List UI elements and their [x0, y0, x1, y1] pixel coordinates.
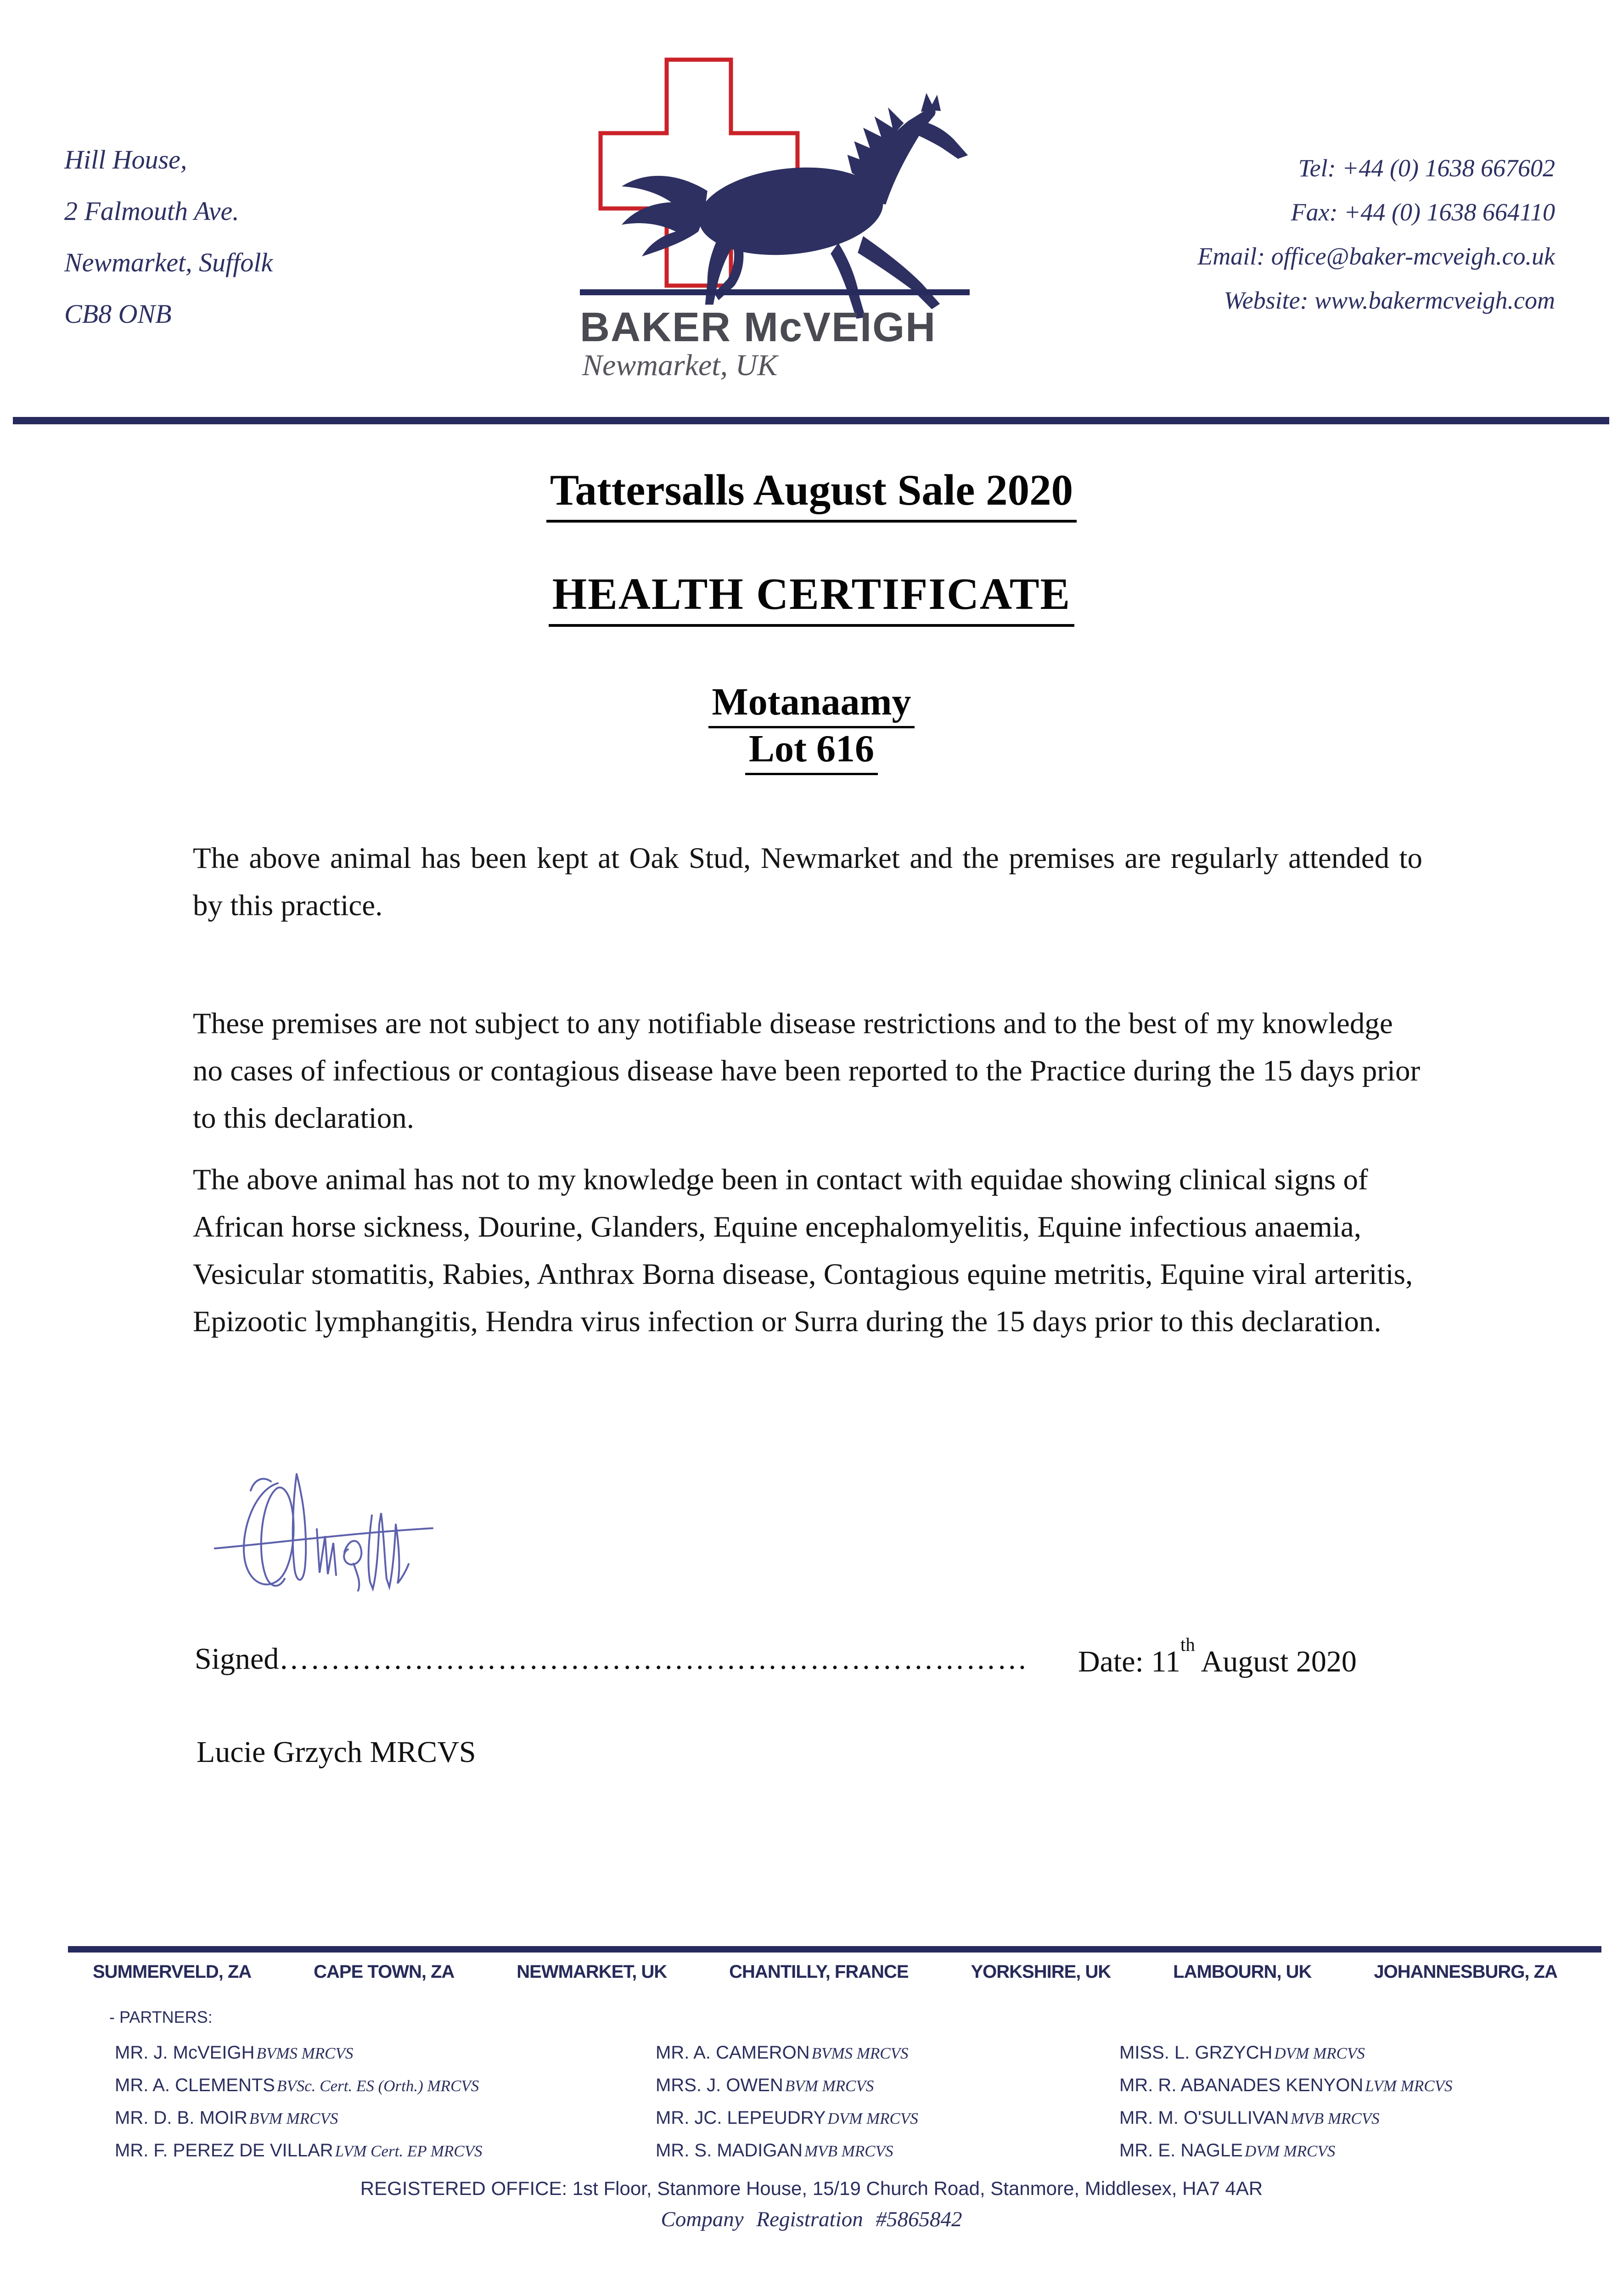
registered-office: REGISTERED OFFICE: 1st Floor, Stanmore House, 15/19 Church Road, Stanmore, Middlesex, HA7 4AR [360, 2178, 1263, 2199]
practice-contact-info [1197, 146, 1555, 322]
partner-entry [115, 2140, 482, 2173]
partners-column-middle [656, 2043, 918, 2173]
partner-entry [1119, 2108, 1452, 2140]
partner-name: MR. S. MADIGAN [656, 2140, 803, 2161]
partners-heading: - PARTNERS: [109, 2008, 213, 2026]
partner-qualifications: BVMS MRCVS [811, 2044, 909, 2062]
signed-label: Signed [195, 1642, 279, 1676]
certificate-title: HEALTH CERTIFICATE [549, 568, 1075, 627]
lot-number-row [0, 726, 1623, 775]
location-item: LAMBOURN, UK [1173, 1962, 1312, 1982]
partner-name: MR. M. O'SULLIVAN [1119, 2108, 1289, 2128]
location-item: YORKSHIRE, UK [971, 1962, 1111, 1982]
paragraph-contact-declaration: The above animal has not to my knowledge been in contact with equidae showing clinical signs of African horse sickness, Dourine, Glanders, Equine encephalomyelitis, Equine infectious anaemia, Vesicular stomatitis, Rabies, Anthrax Borna disease, Contagious equine metritis, Equine viral arteritis, Epizootic lymphangitis, Hendra virus infection or Surra during the 15 days prior to this declaration. [193, 1163, 1413, 1338]
partner-name: MR. D. B. MOIR [115, 2108, 247, 2128]
vet-name: Lucie Grzych MRCVS [197, 1735, 476, 1769]
footer-divider [68, 1946, 1601, 1953]
partner-qualifications: LVM MRCVS [1365, 2077, 1453, 2095]
logo-wordmark: BAKER McVEIGH [580, 304, 937, 350]
sale-title-row [0, 465, 1623, 523]
location-item: NEWMARKET, UK [517, 1962, 667, 1982]
website-line: Website: www.bakermcveigh.com [1224, 287, 1555, 314]
signature-scribble [207, 1460, 441, 1600]
partner-qualifications: DVM MRCVS [1274, 2044, 1365, 2062]
company-registration: Company Registration #5865842 [661, 2207, 962, 2231]
partner-entry [1119, 2075, 1452, 2108]
location-item: JOHANNESBURG, ZA [1374, 1962, 1557, 1982]
location-item: CHANTILLY, FRANCE [729, 1962, 909, 1982]
partner-name: MR. A. CAMERON [656, 2043, 810, 2063]
date-line [1078, 1634, 1357, 1679]
partner-qualifications: BVSc. Cert. ES (Orth.) MRCVS [276, 2077, 479, 2095]
logo-divider [580, 289, 970, 295]
practice-address [64, 134, 273, 340]
address-line: Newmarket, Suffolk [64, 248, 273, 277]
partner-qualifications: MVB MRCVS [804, 2142, 893, 2160]
partner-entry [656, 2043, 918, 2075]
partner-name: MR. JC. LEPEUDRY [656, 2108, 826, 2128]
partner-qualifications: DVM MRCVS [827, 2110, 918, 2127]
partner-entry [656, 2075, 918, 2108]
date-ordinal-suffix: th [1180, 1634, 1195, 1655]
address-line: CB8 ONB [64, 299, 172, 329]
sale-title: Tattersalls August Sale 2020 [546, 465, 1077, 523]
partner-qualifications: LVM Cert. EP MRCVS [335, 2142, 483, 2160]
date-value: August 2020 [1195, 1645, 1357, 1678]
location-item: SUMMERVELD, ZA [93, 1962, 252, 1982]
partners-column-left [115, 2043, 482, 2173]
partner-qualifications: MVB MRCVS [1291, 2110, 1380, 2127]
partner-name: MISS. L. GRZYCH [1119, 2043, 1273, 2063]
partner-name: MRS. J. OWEN [656, 2075, 783, 2095]
partner-entry [656, 2108, 918, 2140]
horse-name-row [0, 680, 1623, 728]
partner-qualifications: DVM MRCVS [1244, 2142, 1336, 2160]
email-line: Email: office@baker-mcveigh.co.uk [1197, 242, 1555, 270]
partner-qualifications: BVM MRCVS [785, 2077, 874, 2095]
phone-line: Tel: +44 (0) 1638 667602 [1298, 154, 1555, 182]
horse-name: Motanaamy [708, 680, 915, 728]
partner-name: MR. R. ABANADES KENYON [1119, 2075, 1364, 2095]
partner-name: MR. J. McVEIGH [115, 2043, 255, 2063]
paragraph-disease-restrictions: These premises are not subject to any notifiable disease restrictions and to the best of my knowledge no cases of infectious or contagious disease have been reported to the Practice during the 15 days prior to this declaration. [193, 1007, 1421, 1135]
partner-entry [656, 2140, 918, 2173]
signature-dotted-line: ……………………………………………………………… [279, 1642, 1028, 1676]
address-line: Hill House, [64, 145, 187, 174]
paragraph-premises: The above animal has been kept at Oak Stud, Newmarket and the premises are regularly attended to by this practice. [193, 842, 1422, 922]
header-divider [13, 417, 1609, 424]
partner-entry [1119, 2140, 1452, 2173]
partner-name: MR. F. PEREZ DE VILLAR [115, 2140, 333, 2161]
location-item: CAPE TOWN, ZA [314, 1962, 455, 1982]
partner-name: MR. E. NAGLE [1119, 2140, 1243, 2161]
office-locations [93, 1962, 1557, 1982]
partner-entry [115, 2108, 482, 2140]
partner-name: MR. A. CLEMENTS [115, 2075, 275, 2095]
partner-entry [1119, 2043, 1452, 2075]
partner-qualifications: BVM MRCVS [249, 2110, 338, 2127]
partner-entry [115, 2075, 482, 2108]
date-label: Date: 11 [1078, 1645, 1180, 1678]
partner-entry [115, 2043, 482, 2075]
partners-column-right [1119, 2043, 1452, 2173]
certificate-title-row [0, 568, 1623, 627]
partner-qualifications: BVMS MRCVS [256, 2044, 354, 2062]
fax-line: Fax: +44 (0) 1638 664110 [1291, 198, 1555, 226]
lot-number: Lot 616 [745, 726, 878, 775]
logo-tagline: Newmarket, UK [582, 349, 778, 382]
signed-line [195, 1642, 1028, 1677]
address-line: 2 Falmouth Ave. [64, 196, 239, 226]
